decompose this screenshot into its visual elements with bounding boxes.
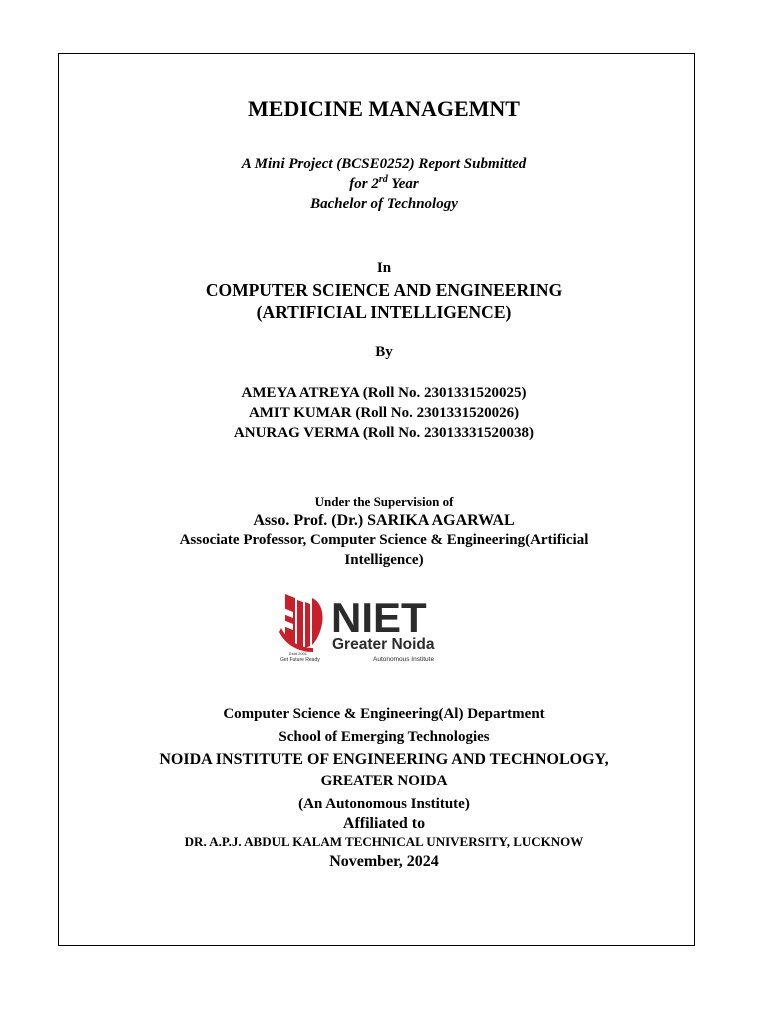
department-line-2: (ARTIFICIAL INTELLIGENCE) xyxy=(256,302,512,322)
autonomous-label: (An Autonomous Institute) xyxy=(298,796,470,812)
in-label: In xyxy=(376,260,392,276)
institute-name-line-1: NOIDA INSTITUTE OF ENGINEERING AND TECHNOLOGY, xyxy=(159,751,609,768)
supervisor-name: Asso. Prof. (Dr.) SARIKA AGARWAL xyxy=(253,512,515,529)
affiliated-label: Affiliated to xyxy=(342,815,426,832)
logo-name-text: NIET xyxy=(331,594,427,641)
supervisor-designation-line-2: Intelligence) xyxy=(344,552,424,568)
logo-tagline-text: Autonomous Institute xyxy=(373,656,435,663)
subtitle-line-3: Bachelor of Technology xyxy=(310,196,458,212)
supervisor-designation-line-1: Associate Professor, Computer Science & Engineering(Artificial xyxy=(179,532,589,548)
subtitle-year-prefix: for 2 xyxy=(349,176,379,192)
subtitle-line-1: A Mini Project (BCSE0252) Report Submitted xyxy=(241,156,527,172)
school-name: School of Emerging Technologies xyxy=(278,729,490,745)
subtitle-year-superscript: rd xyxy=(378,174,388,185)
subtitle-line-2 xyxy=(0,176,768,193)
logo-estd-text: Estd.2001 xyxy=(289,651,308,656)
university-name: DR. A.P.J. ABDUL KALAM TECHNICAL UNIVERSITY, LUCKNOW xyxy=(184,834,584,849)
department-line-1: COMPUTER SCIENCE AND ENGINEERING xyxy=(205,280,563,300)
dept-name: Computer Science & Engineering(Al) Department xyxy=(223,706,545,722)
niet-logo xyxy=(277,588,461,668)
niet-emblem xyxy=(279,594,323,652)
student-2: AMIT KUMAR (Roll No. 2301331520026) xyxy=(248,405,520,421)
niet-logo-graphic xyxy=(277,588,461,668)
by-label: By xyxy=(375,344,393,360)
student-3: ANURAG VERMA (Roll No. 23013331520038) xyxy=(233,425,535,441)
supervision-label: Under the Supervision of xyxy=(314,494,454,509)
report-title: MEDICINE MANAGEMNT xyxy=(248,96,520,121)
subtitle-year-suffix: Year xyxy=(387,176,419,192)
logo-motto-text: Get Future Ready xyxy=(280,657,320,663)
student-1: AMEYA ATREYA (Roll No. 2301331520025) xyxy=(241,385,527,401)
logo-place-text: Greater Noida xyxy=(332,636,435,653)
institute-name-line-2: GREATER NOIDA xyxy=(320,773,448,789)
submission-date: November, 2024 xyxy=(329,853,439,870)
